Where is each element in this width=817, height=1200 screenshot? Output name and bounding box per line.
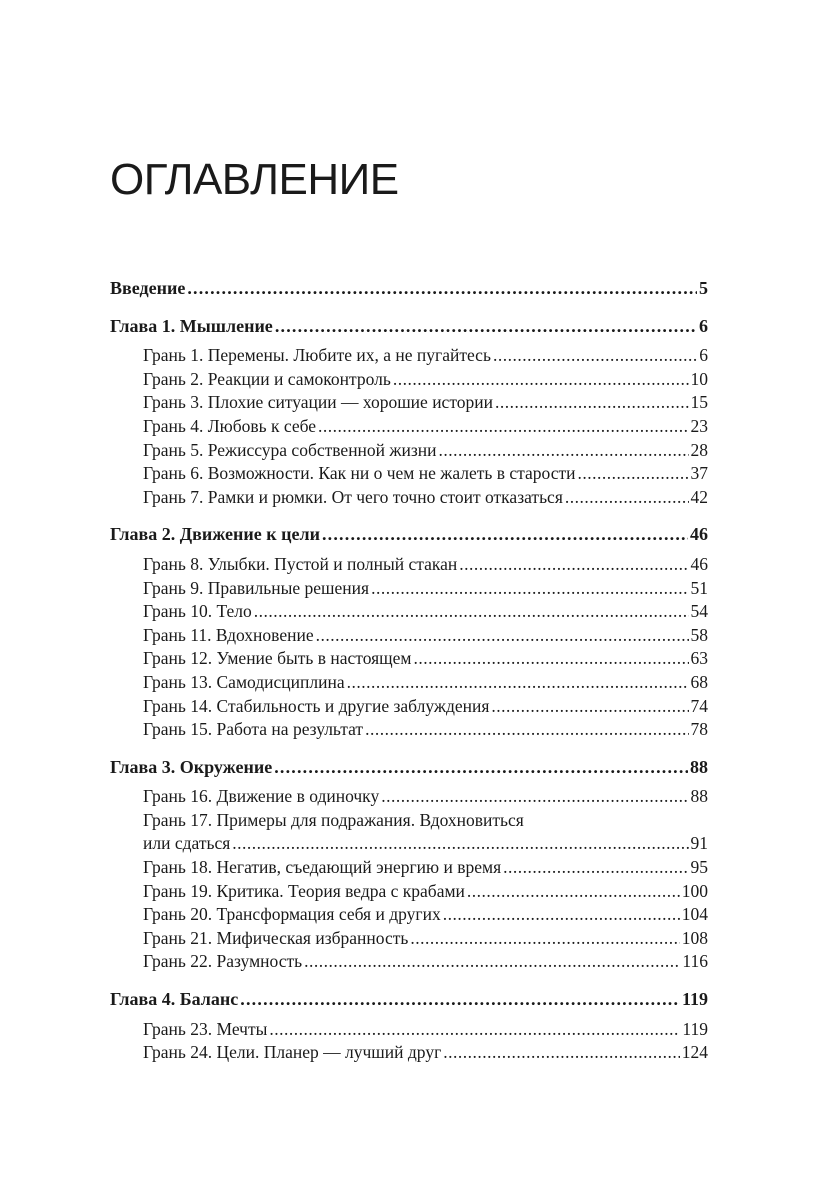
toc-entry-page: 88 <box>690 786 708 807</box>
toc-section-entry[interactable] <box>110 809 708 833</box>
toc-entry-page: 46 <box>690 524 708 545</box>
toc-entry-page: 46 <box>690 553 708 574</box>
toc-entry-title: Грань 4. Любовь к себе <box>143 415 317 436</box>
toc-entry-title: Грань 3. Плохие ситуации — хорошие истории <box>143 392 493 413</box>
toc-section-entry[interactable] <box>110 600 708 624</box>
dot-leader <box>232 832 688 856</box>
toc-entry-page: 6 <box>699 315 708 336</box>
dot-leader <box>316 624 689 648</box>
toc-entry-title: Грань 6. Возможности. Как ни о чем не жалеть в старости <box>143 463 576 484</box>
toc-entry-title: или сдаться <box>143 833 231 854</box>
dot-leader <box>187 277 697 301</box>
toc-entry-page: 119 <box>682 1018 708 1039</box>
toc-chapters <box>110 315 708 1065</box>
dot-leader <box>381 785 688 809</box>
page-title: ОГЛАВЛЕНИЕ <box>110 155 399 204</box>
toc-entry-title: Грань 2. Реакции и самоконтроль <box>143 368 391 389</box>
toc-chapter-section <box>110 315 708 510</box>
toc-entry-title: Грань 16. Движение в одиночку <box>143 786 380 807</box>
toc-section-entry[interactable] <box>110 927 708 951</box>
dot-leader <box>565 486 689 510</box>
toc-entry-title: Грань 9. Правильные решения <box>143 577 370 598</box>
toc-section-entry[interactable] <box>110 785 708 809</box>
toc-entry-page: 58 <box>690 624 708 645</box>
toc-section-entry[interactable] <box>110 368 708 392</box>
toc-section-entry[interactable] <box>110 344 708 368</box>
dot-leader <box>443 903 680 927</box>
dot-leader <box>495 391 689 415</box>
dot-leader <box>493 344 697 368</box>
dot-leader <box>371 577 688 601</box>
toc-entry-title: Грань 1. Перемены. Любите их, а не пугайтесь <box>143 345 491 366</box>
dot-leader <box>304 950 680 974</box>
toc-entry-page: 28 <box>690 439 708 460</box>
toc-entry-page: 42 <box>690 486 708 507</box>
dot-leader <box>269 1018 680 1042</box>
toc-entry-page: 51 <box>690 577 708 598</box>
toc-entry-title: Грань 21. Мифическая избранность <box>143 927 409 948</box>
toc-entry-page: 91 <box>690 833 708 854</box>
toc-entry-title: Грань 18. Негатив, съедающий энергию и время <box>143 857 502 878</box>
toc-entry-title: Грань 7. Рамки и рюмки. От чего точно стоит отказаться <box>143 486 563 507</box>
toc-section-entry[interactable] <box>110 903 708 927</box>
toc-entry-title: Глава 4. Баланс <box>110 989 239 1010</box>
dot-leader <box>275 315 697 339</box>
dot-leader <box>365 718 688 742</box>
toc-chapter-entry[interactable] <box>110 315 708 339</box>
dot-leader <box>393 368 689 392</box>
toc-entry-title: Грань 5. Режиссура собственной жизни <box>143 439 437 460</box>
toc-entry-title: Грань 10. Тело <box>143 601 252 622</box>
toc-entry-title: Грань 11. Вдохновение <box>143 624 314 645</box>
toc-section-entry[interactable] <box>110 671 708 695</box>
toc-entry-page: 23 <box>690 415 708 436</box>
toc-section-entry[interactable] <box>110 718 708 742</box>
toc-section-entry[interactable] <box>110 391 708 415</box>
toc-chapter-section <box>110 988 708 1065</box>
toc-entry-page: 37 <box>690 463 708 484</box>
toc-entry-page: 119 <box>681 989 708 1010</box>
toc-entry-page: 100 <box>681 880 708 901</box>
dot-leader <box>410 927 679 951</box>
toc-section-entry[interactable] <box>110 1018 708 1042</box>
dot-leader <box>254 600 689 624</box>
toc-section-entry[interactable] <box>110 880 708 904</box>
toc-section-entry[interactable] <box>110 462 708 486</box>
toc-section-entry[interactable] <box>110 856 708 880</box>
dot-leader <box>459 553 688 577</box>
toc-entry-page: 5 <box>699 278 708 298</box>
toc-section-entry[interactable] <box>110 415 708 439</box>
toc-entry-page: 10 <box>690 368 708 389</box>
toc-entry-title: Глава 3. Окружение <box>110 756 273 777</box>
toc-entry-page: 95 <box>690 857 708 878</box>
toc-section-entry[interactable] <box>110 647 708 671</box>
toc-entry-page: 104 <box>681 904 708 925</box>
toc-section-entry-continuation[interactable] <box>110 832 708 856</box>
toc-entry-page: 54 <box>690 601 708 622</box>
toc-chapter-entry[interactable] <box>110 756 708 780</box>
toc-entry-page: 88 <box>690 756 708 777</box>
dot-leader <box>439 439 689 463</box>
toc-section-entry[interactable] <box>110 439 708 463</box>
dot-leader <box>503 856 688 880</box>
toc-entry-title: Грань 15. Работа на результат <box>143 719 364 740</box>
toc-entry-title: Грань 19. Критика. Теория ведра с крабами <box>143 880 465 901</box>
toc-entry-title: Глава 2. Движение к цели <box>110 524 320 545</box>
toc-entry-page: 116 <box>682 951 708 972</box>
toc-entry-title: Грань 17. Примеры для подражания. Вдохновиться <box>143 809 524 830</box>
toc-entry-title: Грань 20. Трансформация себя и других <box>143 904 441 925</box>
dot-leader <box>322 523 688 547</box>
toc-entry-page: 108 <box>681 927 708 948</box>
toc-chapter-section <box>110 523 708 741</box>
dot-leader <box>443 1041 680 1065</box>
toc-intro-section <box>110 277 708 301</box>
toc-entry-title: Грань 23. Мечты <box>143 1018 268 1039</box>
dot-leader <box>578 462 689 486</box>
toc-section-entry[interactable] <box>110 695 708 719</box>
table-of-contents <box>110 277 708 1079</box>
toc-entry-title: Грань 24. Цели. Планер — лучший друг <box>143 1042 442 1063</box>
toc-chapter-entry[interactable] <box>110 523 708 547</box>
toc-chapter-section <box>110 756 708 974</box>
toc-entry-title: Грань 12. Умение быть в настоящем <box>143 648 412 669</box>
toc-section-entry[interactable] <box>110 950 708 974</box>
dot-leader <box>274 756 688 780</box>
toc-entry-page: 68 <box>690 671 708 692</box>
toc-entry-title: Грань 8. Улыбки. Пустой и полный стакан <box>143 553 458 574</box>
dot-leader <box>347 671 689 695</box>
toc-entry-title: Грань 14. Стабильность и другие заблуждения <box>143 695 490 716</box>
toc-entry-title: Глава 1. Мышление <box>110 315 273 336</box>
toc-entry-page: 15 <box>690 392 708 413</box>
dot-leader <box>318 415 688 439</box>
toc-section-entry[interactable] <box>110 486 708 510</box>
toc-entry-page: 124 <box>681 1042 708 1063</box>
dot-leader <box>491 695 688 719</box>
dot-leader <box>467 880 680 904</box>
toc-entry-page: 78 <box>690 719 708 740</box>
dot-leader <box>240 988 680 1012</box>
toc-section-entry[interactable] <box>110 553 708 577</box>
toc-entry-title: Грань 13. Самодисциплина <box>143 671 345 692</box>
toc-entry-title: Грань 22. Разумность <box>143 951 303 972</box>
toc-entry-page: 63 <box>690 648 708 669</box>
toc-entry-title: Введение <box>110 278 186 298</box>
toc-intro-entry[interactable] <box>110 277 708 301</box>
dot-leader <box>413 647 688 671</box>
toc-entry-page: 74 <box>690 695 708 716</box>
toc-entry-page: 6 <box>699 345 708 366</box>
toc-section-entry[interactable] <box>110 1041 708 1065</box>
toc-chapter-entry[interactable] <box>110 988 708 1012</box>
toc-section-entry[interactable] <box>110 624 708 648</box>
toc-section-entry[interactable] <box>110 577 708 601</box>
